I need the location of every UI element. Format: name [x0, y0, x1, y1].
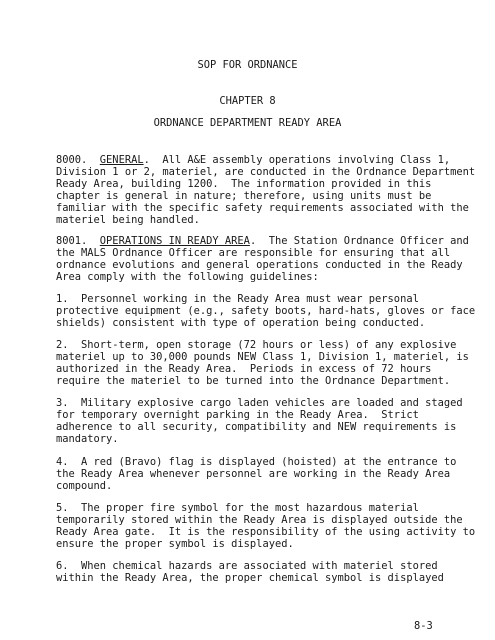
- list-item-line: 1. Personnel working in the Ready Area must wear personal: [56, 293, 419, 305]
- list-item-line: 6. When chemical hazards are associated with materiel stored: [56, 560, 438, 572]
- list-item-line: adherence to all security, compatibility and NEW requirements is: [56, 421, 457, 433]
- list-item-line: 3. Military explosive cargo laden vehicles are loaded and staged: [56, 397, 463, 409]
- section-8000-line: Ready Area, building 1200. The information provided in this: [56, 178, 432, 190]
- document-title: SOP FOR ORDNANCE: [197, 59, 298, 71]
- page-number: 8-3: [414, 620, 433, 632]
- list-item-line: 4. A red (Bravo) flag is displayed (hoisted) at the entrance to: [56, 456, 457, 468]
- chapter-heading: CHAPTER 8: [219, 95, 276, 107]
- section-8001-line: the MALS Ordnance Officer are responsible for ensuring that all: [56, 247, 451, 259]
- list-item-line: materiel up to 30,000 pounds NEW Class 1, Division 1, materiel, is: [56, 351, 469, 363]
- list-item-line: 5. The proper fire symbol for the most hazardous material: [56, 502, 419, 514]
- list-item-line: Ready Area gate. It is the responsibility of the using activity to: [56, 526, 476, 538]
- list-item-line: mandatory.: [56, 433, 119, 445]
- section-8000-text: . All A&E assembly operations involving Class 1,: [143, 154, 451, 166]
- section-8000-line: familiar with the specific safety requirements associated with the: [56, 202, 469, 214]
- list-item-line: protective equipment (e.g., safety boots, hard-hats, gloves or face: [56, 305, 476, 317]
- list-item-line: authorized in the Ready Area. Periods in excess of 72 hours: [56, 363, 432, 375]
- list-item-line: within the Ready Area, the proper chemical symbol is displayed: [56, 572, 444, 584]
- list-item-line: for temporary overnight parking in the Ready Area. Strict: [56, 409, 419, 421]
- section-8001-number: 8001.: [56, 235, 88, 247]
- chapter-subtitle: ORDNANCE DEPARTMENT READY AREA: [153, 117, 342, 129]
- list-item-line: the Ready Area whenever personnel are working in the Ready Area: [56, 468, 451, 480]
- list-item-line: compound.: [56, 480, 113, 492]
- section-8001-first-line: [56, 235, 469, 247]
- section-8001-line: ordnance evolutions and general operations conducted in the Ready: [56, 259, 463, 271]
- section-8000-heading: GENERAL: [99, 154, 144, 166]
- section-8000-line: materiel being handled.: [56, 214, 200, 226]
- section-8001-line: Area comply with the following guidelines:: [56, 271, 319, 283]
- section-8001-heading: OPERATIONS IN READY AREA: [99, 235, 250, 247]
- section-8000-first-line: [56, 154, 450, 166]
- list-item-line: 2. Short-term, open storage (72 hours or less) of any explosive: [56, 339, 457, 351]
- section-8000-number: 8000.: [56, 154, 88, 166]
- list-item-line: temporarily stored within the Ready Area is displayed outside the: [56, 514, 463, 526]
- section-8001-text: . The Station Ordnance Officer and: [249, 235, 469, 247]
- section-8000-line: Division 1 or 2, materiel, are conducted in the Ordnance Department: [56, 166, 476, 178]
- list-item-line: require the materiel to be turned into the Ordnance Department.: [56, 375, 451, 387]
- section-8000-line: chapter is general in nature; therefore, using units must be: [56, 190, 432, 202]
- list-item-line: shields) consistent with type of operation being conducted.: [56, 317, 426, 329]
- list-item-line: ensure the proper symbol is displayed.: [56, 538, 294, 550]
